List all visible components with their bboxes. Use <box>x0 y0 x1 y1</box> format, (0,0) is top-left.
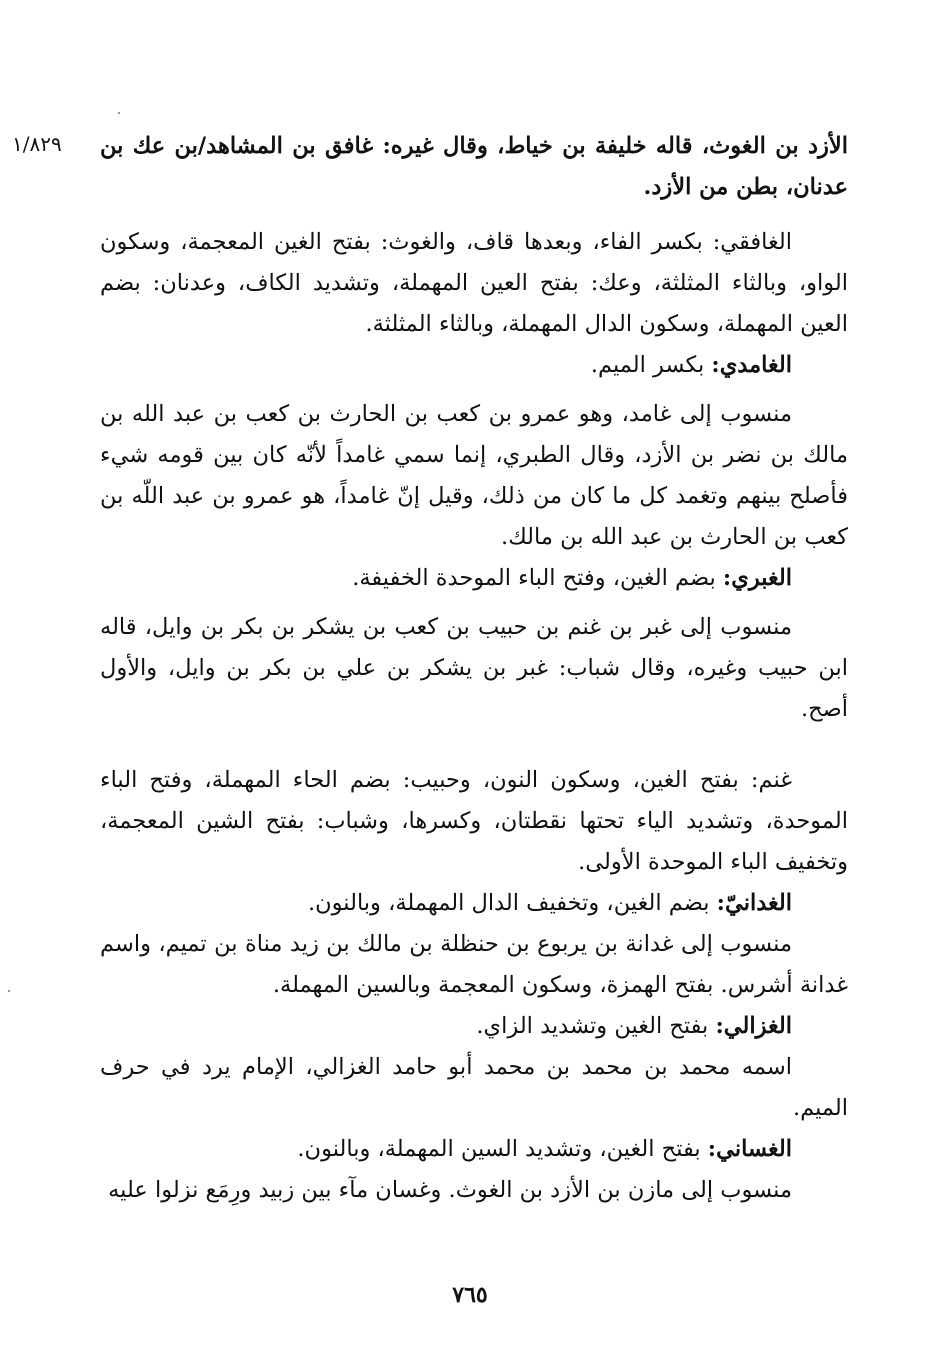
entry-term: الغزالي: <box>715 1013 792 1039</box>
entry-vocalization: بضم الغين، وتخفيف الدال المهملة، وبالنون. <box>308 890 717 916</box>
entry-vocalization: بفتح الغين وتشديد الزاي. <box>476 1013 716 1039</box>
entry-heading-ghubari <box>100 558 848 599</box>
margin-reference-note: ١/٨٢٩ <box>12 132 62 156</box>
ghubari-paragraph: منسوب إلى غبر بن غنم بن حبيب بن كعب بن يشكر بن بكر بن وايل، قاله ابن حبيب وغيره، وقال شباب: غبر بن يشكر بن علي بن بكر بن وايل، والأول أصح. <box>100 614 848 722</box>
entry-azd-paragraph <box>100 126 848 208</box>
entry-heading-ghamidi <box>100 345 848 386</box>
document-body <box>100 126 848 1211</box>
ghanm-explanation-paragraph: غنم: بفتح الغين، وسكون النون، وحبيب: بضم الحاء المهملة، وفتح الباء الموحدة، وتشديد الياء تحتها نقطتان، وكسرها، وشباب: بفتح الشين المعجمة، وتخفيف الباء الموحدة الأولى. <box>100 767 848 875</box>
entry-term: الغدانيّ: <box>716 890 792 916</box>
ghamidi-paragraph: منسوب إلى غامد، وهو عمرو بن كعب بن الحارث بن كعب بن عبد الله بن مالك بن نضر بن الأزد، وقال الطبري، إنما سمي غامداً لأنّه كان بين قومه شيء فأصلح بينهم وتغمد كل ما كان من ذلك، وقيل إنّ غامداً، هو عمرو بن عبد اللّه بن كعب بن الحارث بن عبد الله بن مالك. <box>100 401 848 550</box>
ghudani-paragraph: منسوب إلى غدانة بن يربوع بن حنظلة بن مالك بن زيد مناة بن تميم، واسم غدانة أشرس. بفتح الهمزة، وسكون المعجمة وبالسين المهملة. <box>100 931 848 998</box>
entry-heading-ghassani <box>100 1129 848 1170</box>
entry-vocalization: بضم الغين، وفتح الباء الموحدة الخفيفة. <box>352 565 723 591</box>
entry-heading-ghudani <box>100 883 848 924</box>
entry-heading-ghazali <box>100 1006 848 1047</box>
entry-term: الغساني: <box>707 1136 792 1162</box>
scan-speck <box>8 990 10 992</box>
entry-azd-bold-text: الأزد بن الغوث، قاله خليفة بن خياط، وقال غيره: غافق بن المشاهد/بن عك بن عدنان، بطن من الأزد. <box>100 133 848 200</box>
entry-term: الغبري: <box>722 565 792 591</box>
ghafiqi-explanation-paragraph: الغافقي: بكسر الفاء، وبعدها قاف، والغوث: بفتح الغين المعجمة، وسكون الواو، وبالثاء المثلثة، وعك: بفتح العين المهملة، وتشديد الكاف، وعدنان: بضم العين المهملة، وسكون الدال المهملة، وبالثاء المثلثة. <box>100 229 848 337</box>
ghazali-paragraph: اسمه محمد بن محمد بن محمد أبو حامد الغزالي، الإمام يرد في حرف الميم. <box>100 1054 848 1121</box>
entry-vocalization: بكسر الميم. <box>590 352 712 378</box>
page-number: ٧٦٥ <box>452 1282 488 1308</box>
entry-vocalization: بفتح الغين، وتشديد السين المهملة، وبالنون. <box>297 1136 708 1162</box>
ghassani-paragraph: منسوب إلى مازن بن الأزد بن الغوث. وغسان مآء بين زبيد ورِمَع نزلوا عليه <box>108 1177 792 1203</box>
entry-term: الغامدي: <box>711 352 792 378</box>
scan-speck <box>118 112 120 114</box>
